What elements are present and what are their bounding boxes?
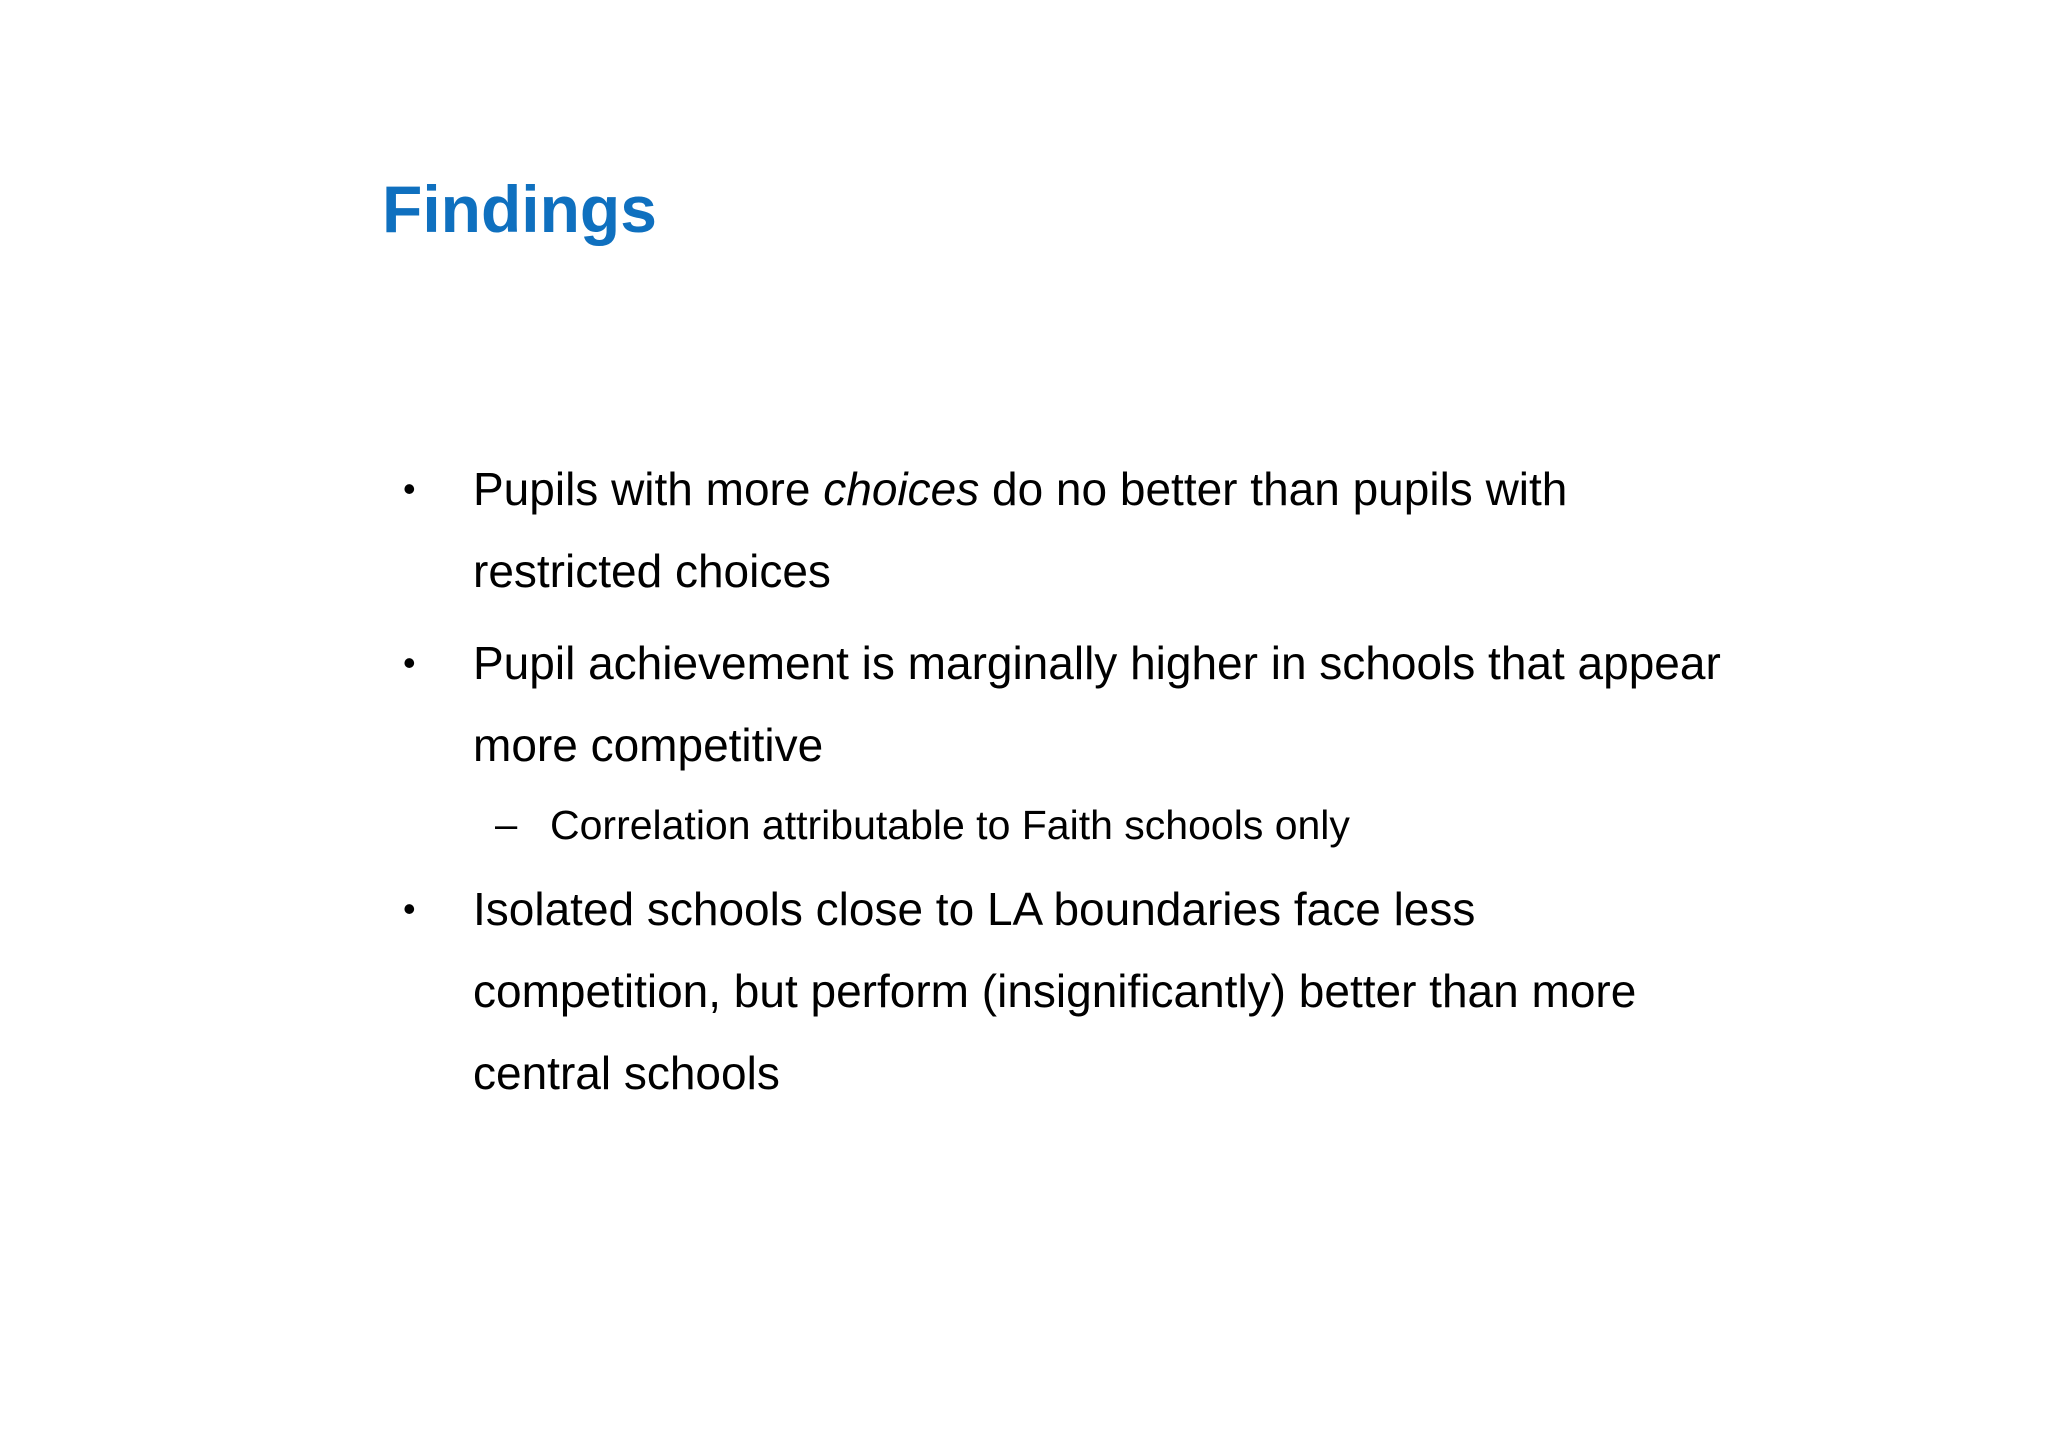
bullet-text-2: Pupil achievement is marginally higher in schools that appear more competitive <box>473 637 1721 771</box>
bullet-item-2 <box>390 622 1730 786</box>
bullet-list <box>390 448 1730 1124</box>
sub-bullet-marker: – <box>495 803 518 847</box>
bullet-text-3: Isolated schools close to LA boundaries face less competition, but perform (insignificantly) better than more central schools <box>473 883 1637 1099</box>
bullet-marker: • <box>403 888 416 929</box>
sub-bullet-item-2-1 <box>390 794 1730 856</box>
bullet-marker: • <box>403 468 416 509</box>
bullet-text-1-start: Pupils with more <box>473 463 824 515</box>
bullet-item-3 <box>390 868 1730 1114</box>
bullet-marker: • <box>403 642 416 683</box>
sub-bullet-text-2-1: Correlation attributable to Faith schools only <box>550 802 1350 848</box>
bullet-text-1 <box>473 463 1567 597</box>
slide-title: Findings <box>382 172 657 246</box>
bullet-text-1-emphasis: choices <box>823 463 980 515</box>
bullet-item-1 <box>390 448 1730 612</box>
bullet-text-1-end: do no better than pupils with restricted choices <box>473 463 1568 597</box>
